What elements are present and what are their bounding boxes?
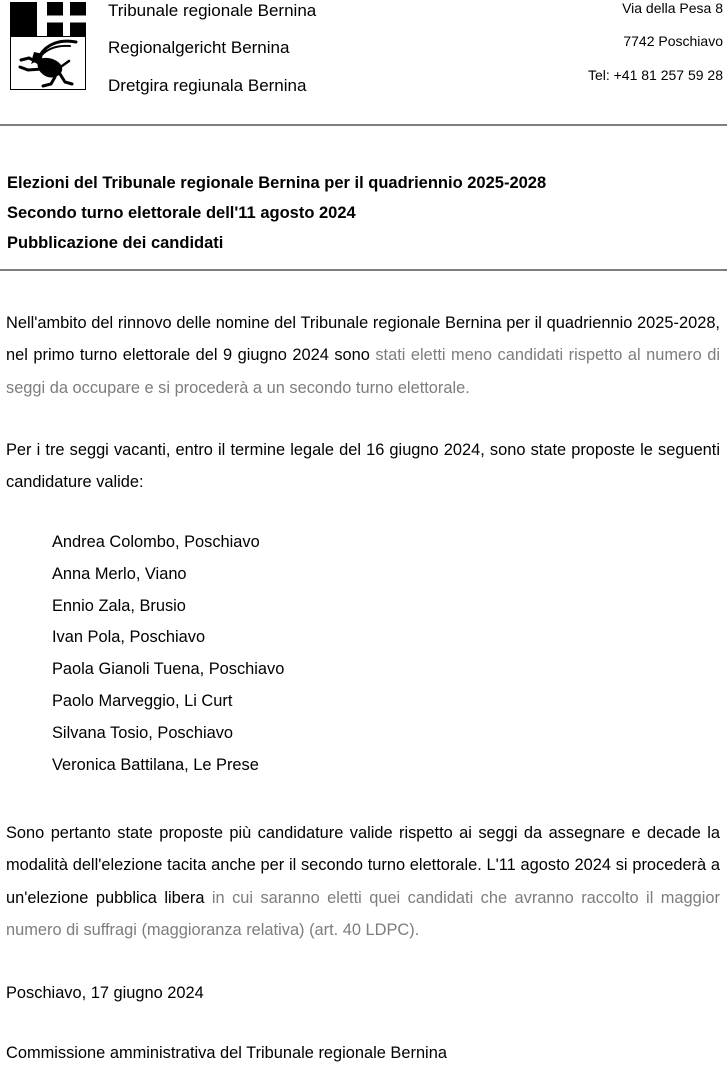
candidate-item: Veronica Battilana, Le Prese (52, 755, 259, 774)
paragraph-seats-text: Per i tre seggi vacanti, entro il termine legale del 16 giugno 2024, sono state proposte le seguenti candidature valide: (6, 441, 720, 492)
title-line-2: Secondo turno elettorale dell'11 agosto 2024 (7, 204, 356, 222)
candidate-item: Anna Merlo, Viano (52, 564, 187, 583)
candidate-item: Ennio Zala, Brusio (52, 596, 186, 615)
candidate-list (52, 527, 284, 781)
header-divider-rule (0, 124, 727, 126)
address-phone: Tel: +41 81 257 59 28 (587, 66, 723, 83)
candidate-item: Ivan Pola, Poschiavo (52, 628, 206, 647)
address-block (588, 0, 723, 83)
paragraph-seats (6, 434, 720, 499)
document-title (7, 168, 721, 258)
title-line-3: Pubblicazione dei candidati (7, 234, 224, 252)
candidate-item: Paolo Marveggio, Li Curt (52, 691, 233, 710)
place-and-date: Poschiavo, 17 giugno 2024 (6, 984, 204, 1002)
candidate-item: Paola Gianoli Tuena, Poschiavo (52, 660, 285, 679)
paragraph-intro-gray: stati eletti meno candidati rispetto al numero di seggi da occupare e si procederà a un secondo turno elettorale. (6, 346, 720, 397)
address-city: 7742 Poschiavo (623, 33, 723, 50)
paragraph-election-mode-black: Sono pertanto state proposte più candidature valide rispetto ai seggi da assegnare e decade la modalità dell'elezione tacita anche per il secondo turno elettorale. L'11 agosto 2024 si procederà a un'elezione pubblica libera (6, 824, 720, 907)
paragraph-election-mode (6, 817, 720, 947)
candidate-item: Andrea Colombo, Poschiavo (52, 533, 260, 551)
paragraph-election-mode-gray: in cui saranno eletti quei candidati che avranno raccolto il maggior numero di suffragi (maggioranza relativa) (art. 40 LDPC). (6, 888, 720, 940)
address-street: Via della Pesa 8 (622, 0, 723, 16)
paragraph-intro (6, 307, 720, 404)
candidate-item: Silvana Tosio, Poschiavo (52, 723, 234, 742)
canton-graubuenden-coat-of-arms-icon (10, 2, 86, 90)
signature-line: Commissione amministrativa del Tribunale regionale Bernina (6, 1044, 447, 1062)
institution-name-de: Regionalgericht Bernina (108, 38, 290, 58)
institution-name-it: Tribunale regionale Bernina (108, 1, 317, 20)
paragraph-intro-black: Nell'ambito del rinnovo delle nomine del Tribunale regionale Bernina per il quadriennio 2025-2028, nel primo turno elettorale del 9 giugno 2024 sono (6, 314, 720, 365)
title-line-1: Elezioni del Tribunale regionale Bernina per il quadriennio 2025-2028 (7, 174, 547, 192)
title-divider-rule (0, 269, 727, 271)
institution-names (108, 1, 316, 96)
institution-name-rm: Dretgira regiunala Bernina (108, 75, 307, 95)
